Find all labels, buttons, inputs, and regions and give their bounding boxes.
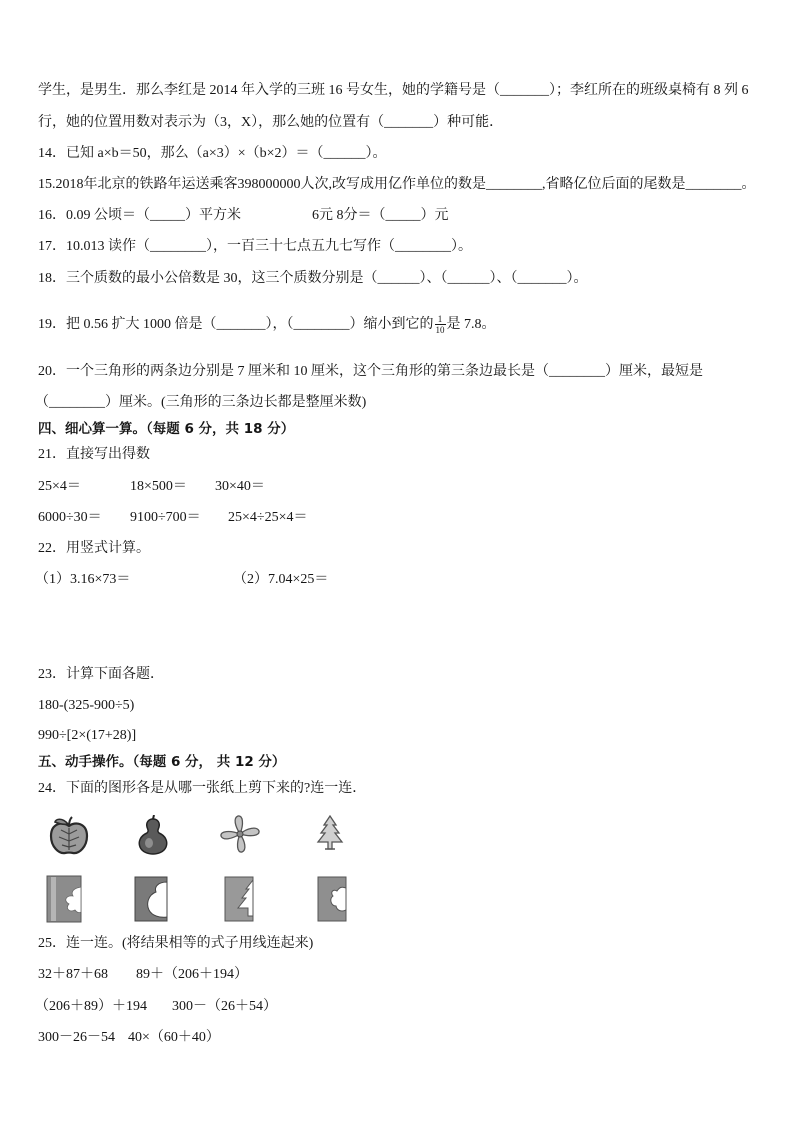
paper-cutout-tree-icon bbox=[224, 876, 254, 922]
q24-prompt: 24．下面的图形各是从哪一张纸上剪下来的?连一连． bbox=[38, 781, 367, 796]
q20-line-2: （________）厘米。(三角形的三条边长都是整厘米数) bbox=[35, 395, 367, 410]
q19-line bbox=[38, 314, 496, 336]
q17-text: 17．10.013 读作（________），一百三十七点五九七写作（________）。 bbox=[38, 239, 472, 254]
q19-fraction-numerator: 1 bbox=[435, 314, 446, 325]
gourd-icon bbox=[136, 815, 170, 855]
q13-line-2: 行，她的位置用数对表示为（3，X），那么她的位置有（_______）种可能． bbox=[38, 115, 504, 130]
section-4-heading: 四、细心算一算。（每题 6 分，共 18 分） bbox=[38, 421, 295, 437]
q19-after: 是 7.8。 bbox=[446, 317, 496, 332]
q16-right: 6元 8分＝（_____）元 bbox=[312, 208, 449, 223]
q25-expression: 32＋87＋68 bbox=[38, 967, 108, 982]
q21-row1-item: 30×40＝ bbox=[215, 479, 265, 494]
section-5-heading: 五、动手操作。（每题 6 分， 共 12 分） bbox=[38, 754, 286, 770]
q19-before: 19．把 0.56 扩大 1000 倍是（_______），（________）缩小到它的 bbox=[38, 317, 434, 332]
tree-icon bbox=[314, 815, 346, 855]
q18-text: 18．三个质数的最小公倍数是 30，这三个质数分别是（______）、（______）、（_______）。 bbox=[38, 271, 588, 286]
q14-text: 14．已知 a×b＝50，那么（a×3）×（b×2）＝（______）。 bbox=[38, 146, 387, 161]
q22-prompt: 22．用竖式计算。 bbox=[38, 541, 150, 556]
q16-left: 16．0.09 公顷＝（_____）平方米 bbox=[38, 208, 241, 223]
q23-item: 180-(325-900÷5) bbox=[38, 698, 135, 713]
q21-prompt: 21．直接写出得数 bbox=[38, 447, 150, 462]
q25-expression: 40×（60＋40） bbox=[128, 1030, 220, 1045]
q21-row2-item: 6000÷30＝ bbox=[38, 510, 102, 525]
apple-icon bbox=[47, 816, 91, 856]
paper-cutout-gourd-icon bbox=[134, 876, 168, 922]
q20-line-1: 20．一个三角形的两条边分别是 7 厘米和 10 厘米，这个三角形的第三条边最长是（________）厘米，最短是 bbox=[38, 364, 703, 379]
q22-item: （1）3.16×73＝ bbox=[35, 572, 131, 587]
q21-row1-item: 25×4＝ bbox=[38, 479, 81, 494]
q21-row2-item: 25×4÷25×4＝ bbox=[228, 510, 308, 525]
q19-fraction-denominator: 10 bbox=[435, 325, 445, 336]
q25-prompt: 25．连一连。(将结果相等的式子用线连起来) bbox=[38, 936, 314, 951]
q25-expression: （206＋89）＋194 bbox=[35, 999, 147, 1014]
paper-cutout-apple-icon bbox=[317, 876, 347, 922]
q13-line-1: 学生，是男生．那么李红是 2014 年入学的三班 16 号女生，她的学籍号是（_______）；李红所在的班级桌椅有 8 列 6 bbox=[38, 83, 749, 98]
q25-expression: 300－26－54 bbox=[38, 1030, 115, 1045]
q23-item: 990÷[2×(17+28)] bbox=[38, 728, 137, 743]
flower-icon bbox=[217, 814, 263, 854]
q23-prompt: 23．计算下面各题． bbox=[38, 667, 164, 682]
q22-item: （2）7.04×25＝ bbox=[233, 572, 329, 587]
q19-fraction bbox=[435, 314, 446, 335]
q25-expression: 300－（26＋54） bbox=[172, 999, 277, 1014]
q25-expression: 89＋（206＋194） bbox=[136, 967, 248, 982]
q21-row1-item: 18×500＝ bbox=[130, 479, 187, 494]
q15-text: 15.2018年北京的铁路年运送乘客398000000人次,改写成用亿作单位的数是________,省略亿位后面的尾数是________。 bbox=[38, 177, 756, 192]
paper-cutout-flower-icon bbox=[46, 875, 82, 923]
q21-row2-item: 9100÷700＝ bbox=[130, 510, 201, 525]
